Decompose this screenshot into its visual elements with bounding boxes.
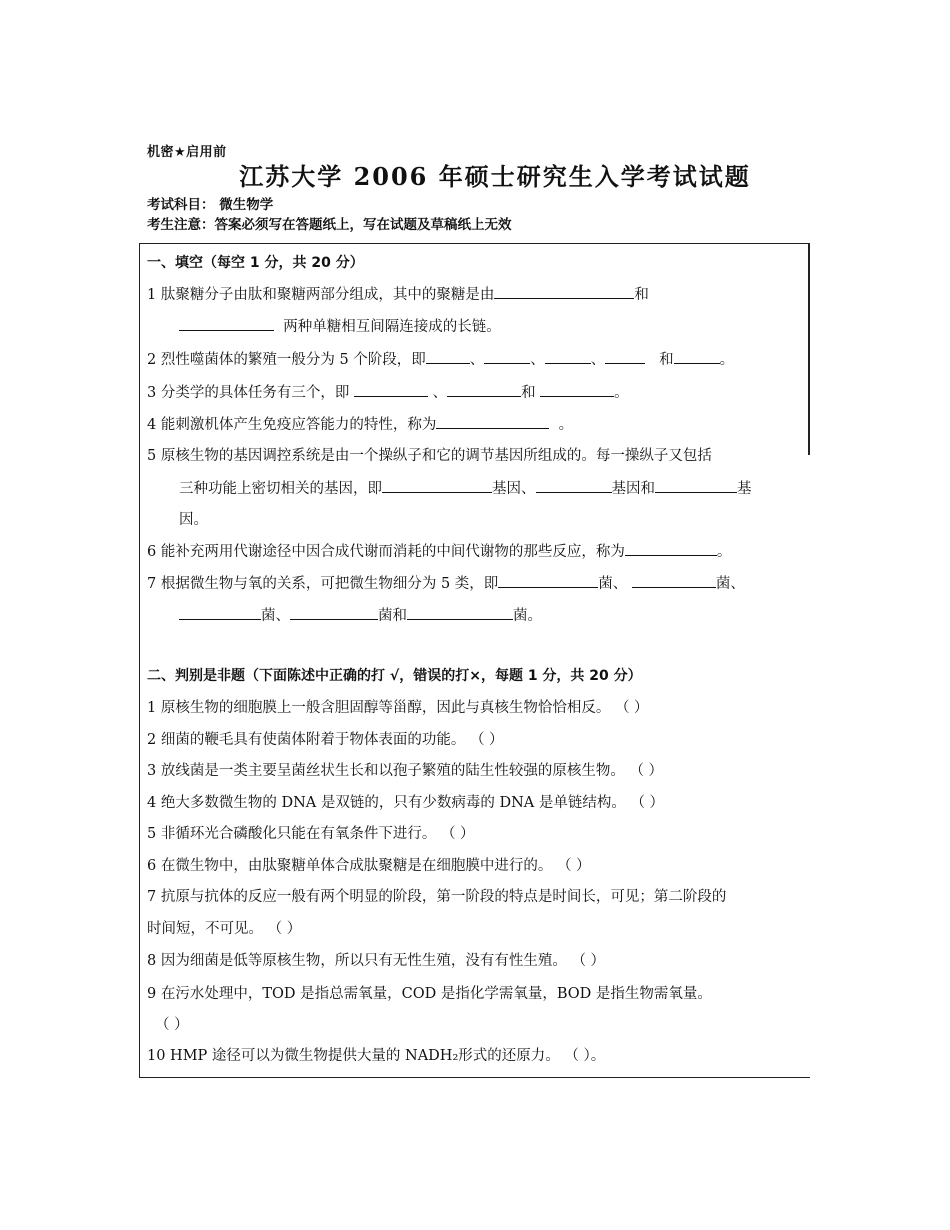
tf-q4: 4 绝大多数微生物的 DNA 是双链的，只有少数病毒的 DNA 是单链结构。 （ ） — [147, 795, 665, 811]
separator: 、 — [432, 385, 448, 401]
answer-blank[interactable] — [382, 478, 492, 493]
fill-q2-text-a: 2 烈性噬菌体的繁殖一般分为 5 个阶段，即 — [147, 352, 426, 368]
fill-q7-text-b: 菌、 — [598, 576, 628, 592]
answer-blank[interactable] — [407, 605, 513, 620]
and-word: 和 — [659, 352, 674, 368]
exam-subject: 考试科目： 微生物学 — [147, 197, 274, 213]
and-word: 和 — [521, 385, 536, 401]
answer-blank[interactable] — [426, 349, 470, 364]
tf-q9-line1: 9 在污水处理中，TOD 是指总需氧量，COD 是指化学需氧量，BOD 是指生物需氧量。 — [147, 986, 712, 1002]
fill-q1-line1 — [147, 284, 649, 305]
fill-q5-text-e: 基 — [737, 481, 752, 497]
fill-q7-text-c: 菌、 — [715, 576, 745, 592]
answer-blank[interactable] — [498, 573, 598, 588]
tf-q10: 10 HMP 途径可以为微生物提供大量的 NADH₂形式的还原力。 （ ）。 — [147, 1048, 606, 1064]
end-mark: 。 — [614, 385, 629, 401]
answer-blank[interactable] — [540, 382, 614, 397]
page-title: 江苏大学 2006 年硕士研究生入学考试试题 — [239, 162, 751, 191]
answer-blank[interactable] — [605, 349, 645, 364]
section1-heading: 一、填空（每空 1 分，共 20 分） — [147, 255, 364, 271]
separator: 、 — [530, 352, 545, 368]
fill-q6-line — [147, 541, 731, 562]
end-mark: 。 — [558, 417, 574, 433]
answer-blank[interactable] — [179, 605, 261, 620]
answer-blank[interactable] — [484, 349, 530, 364]
fill-q7-text-a: 7 根据微生物与氧的关系，可把微生物细分为 5 类，即 — [147, 576, 499, 592]
end-mark: 。 — [716, 544, 732, 560]
separator: 、 — [590, 352, 606, 368]
fill-q1-line2 — [179, 316, 501, 337]
answer-blank[interactable] — [625, 541, 717, 556]
tf-q7-line2: 时间短，不可见。 （ ） — [147, 921, 302, 937]
end-mark: 。 — [719, 352, 735, 368]
fill-q7-text-e: 菌和 — [378, 608, 407, 624]
section2-heading: 二、判别是非题（下面陈述中正确的打 √，错误的打×，每题 1 分，共 20 分） — [147, 668, 642, 684]
answer-blank[interactable] — [632, 573, 716, 588]
answer-blank[interactable] — [545, 349, 591, 364]
tf-q8: 8 因为细菌是低等原核生物，所以只有无性生殖，没有有性生殖。 （ ） — [147, 953, 606, 969]
answer-blank[interactable] — [494, 284, 634, 299]
answer-blank[interactable] — [354, 382, 428, 397]
answer-blank[interactable] — [436, 414, 549, 429]
frame-right-edge — [808, 243, 810, 455]
fill-q5-text-b: 三种功能上密切相关的基因，即 — [179, 481, 382, 497]
fill-q4-text-a: 4 能刺激机体产生免疫应答能力的特性，称为 — [147, 417, 437, 433]
tf-q3: 3 放线菌是一类主要呈菌丝状生长和以孢子繁殖的陆生性较强的原核生物。 （ ） — [147, 763, 664, 779]
fill-q3-text-a: 3 分类学的具体任务有三个，即 — [147, 385, 350, 401]
fill-q7-line1 — [147, 573, 745, 594]
tf-q1: 1 原核生物的细胞膜上一般含胆固醇等甾醇，因此与真核生物恰恰相反。 （ ） — [147, 700, 649, 716]
fill-q5-line1: 5 原核生物的基因调控系统是由一个操纵子和它的调节基因所组成的。每一操纵子又包括 — [147, 448, 712, 464]
fill-q4-line — [147, 414, 573, 435]
fill-q1-text-b: 和 — [634, 287, 649, 303]
fill-q5-line3: 因。 — [179, 512, 208, 528]
tf-q2: 2 细菌的鞭毛具有使菌体附着于物体表面的功能。 （ ） — [147, 732, 504, 748]
fill-q2-line — [147, 349, 734, 370]
answer-blank[interactable] — [290, 605, 378, 620]
fill-q5-line2 — [179, 478, 752, 499]
fill-q7-line2 — [179, 605, 542, 626]
answer-blank[interactable] — [674, 349, 720, 364]
tf-q5: 5 非循环光合磷酸化只能在有氧条件下进行。 （ ） — [147, 826, 475, 842]
tf-q9-line2: （ ） — [155, 1017, 189, 1033]
fill-q6-text-a: 6 能补充两用代谢途径中因合成代谢而消耗的中间代谢物的那些反应，称为 — [147, 544, 625, 560]
answer-blank[interactable] — [447, 382, 521, 397]
separator: 、 — [469, 352, 485, 368]
fill-q5-text-c: 基因、 — [492, 481, 536, 497]
fill-q5-text-d: 基因和 — [611, 481, 655, 497]
answer-blank[interactable] — [536, 478, 612, 493]
answer-blank[interactable] — [655, 478, 737, 493]
tf-q6: 6 在微生物中，由肽聚糖单体合成肽聚糖是在细胞膜中进行的。 （ ） — [147, 858, 591, 874]
answer-blank[interactable] — [179, 316, 274, 331]
fill-q7-text-d: 菌、 — [261, 608, 290, 624]
fill-q7-text-f: 菌。 — [513, 608, 542, 624]
exam-notice: 考生注意：答案必须写在答题纸上，写在试题及草稿纸上无效 — [147, 217, 512, 233]
fill-q1-text-a: 1 肽聚糖分子由肽和聚糖两部分组成，其中的聚糖是由 — [147, 287, 495, 303]
fill-q3-line — [147, 382, 629, 403]
confidential-mark: 机密★启用前 — [147, 145, 227, 160]
tf-q7-line1: 7 抗原与抗体的反应一般有两个明显的阶段，第一阶段的特点是时间长，可见；第二阶段的 — [147, 889, 727, 905]
fill-q1-text-c: 两种单糖相互间隔连接成的长链。 — [283, 319, 501, 335]
